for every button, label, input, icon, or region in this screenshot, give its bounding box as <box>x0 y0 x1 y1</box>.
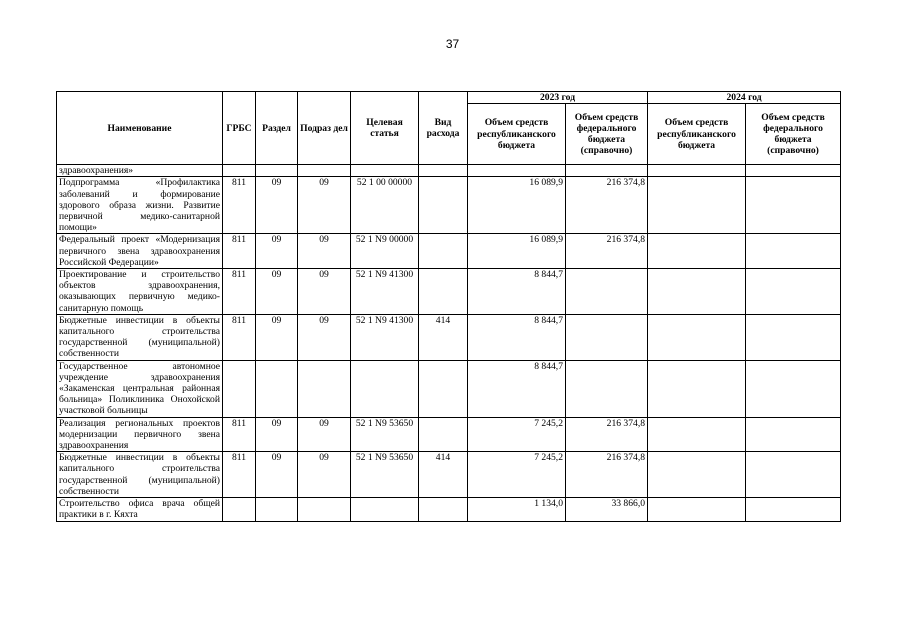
cell-podrazdel <box>298 360 351 417</box>
cell-rep-2023: 8 844,7 <box>468 360 566 417</box>
cell-tselevaya-statya <box>351 498 419 521</box>
cell-fed-2024 <box>746 360 841 417</box>
cell-fed-2023 <box>566 165 648 177</box>
cell-tselevaya-statya: 52 1 N9 00000 <box>351 234 419 269</box>
cell-tselevaya-statya: 52 1 N9 53650 <box>351 417 419 452</box>
cell-podrazdel: 09 <box>298 177 351 234</box>
cell-fed-2023 <box>566 269 648 315</box>
cell-name: Бюджетные инвестиции в объекты капитального строительства государственной (муниципальной) собственности <box>57 452 223 498</box>
cell-razdel: 09 <box>256 177 298 234</box>
cell-vid-raskhoda <box>419 269 468 315</box>
cell-rep-2023: 8 844,7 <box>468 269 566 315</box>
cell-razdel <box>256 498 298 521</box>
table-row <box>57 269 841 315</box>
cell-razdel: 09 <box>256 269 298 315</box>
table-row <box>57 177 841 234</box>
cell-fed-2024 <box>746 269 841 315</box>
header-fed-budget-2023: Объем средств федерального бюджета (справочно) <box>566 104 648 165</box>
cell-fed-2024 <box>746 417 841 452</box>
cell-fed-2024 <box>746 498 841 521</box>
cell-rep-2024 <box>648 452 746 498</box>
cell-vid-raskhoda <box>419 177 468 234</box>
table-row <box>57 452 841 498</box>
cell-razdel <box>256 360 298 417</box>
cell-fed-2023: 216 374,8 <box>566 234 648 269</box>
cell-grbs: 811 <box>223 452 256 498</box>
cell-fed-2024 <box>746 234 841 269</box>
cell-rep-2024 <box>648 165 746 177</box>
cell-grbs: 811 <box>223 177 256 234</box>
cell-vid-raskhoda <box>419 417 468 452</box>
cell-podrazdel <box>298 498 351 521</box>
header-row-years <box>57 92 841 104</box>
cell-razdel: 09 <box>256 452 298 498</box>
cell-podrazdel: 09 <box>298 314 351 360</box>
table-row <box>57 360 841 417</box>
cell-grbs: 811 <box>223 269 256 315</box>
cell-rep-2024 <box>648 314 746 360</box>
cell-razdel <box>256 165 298 177</box>
cell-name: Реализация региональных проектов модернизации первичного звена здравоохранения <box>57 417 223 452</box>
cell-tselevaya-statya: 52 1 N9 53650 <box>351 452 419 498</box>
table-row <box>57 498 841 521</box>
cell-rep-2023: 16 089,9 <box>468 177 566 234</box>
cell-rep-2024 <box>648 234 746 269</box>
cell-fed-2024 <box>746 314 841 360</box>
cell-fed-2024 <box>746 177 841 234</box>
header-year-2024: 2024 год <box>648 92 841 104</box>
header-year-2023: 2023 год <box>468 92 648 104</box>
table-row <box>57 234 841 269</box>
cell-name: Бюджетные инвестиции в объекты капитального строительства государственной (муниципальной) собственности <box>57 314 223 360</box>
cell-vid-raskhoda <box>419 498 468 521</box>
cell-grbs: 811 <box>223 234 256 269</box>
cell-name: Проектирование и строительство объектов здравоохранения, оказывающих первичную медико-санитарную помощь <box>57 269 223 315</box>
table-row <box>57 314 841 360</box>
cell-fed-2023: 33 866,0 <box>566 498 648 521</box>
cell-rep-2023: 16 089,9 <box>468 234 566 269</box>
cell-vid-raskhoda <box>419 234 468 269</box>
header-podrazdel: Подраз дел <box>298 92 351 165</box>
header-rep-budget-2024: Объем средств республиканского бюджета <box>648 104 746 165</box>
cell-razdel: 09 <box>256 314 298 360</box>
cell-rep-2024 <box>648 177 746 234</box>
cell-rep-2024 <box>648 417 746 452</box>
cell-grbs <box>223 498 256 521</box>
cell-rep-2023: 1 134,0 <box>468 498 566 521</box>
header-tselevaya-statya: Целевая статья <box>351 92 419 165</box>
header-rep-budget-2023: Объем средств республиканского бюджета <box>468 104 566 165</box>
cell-rep-2024 <box>648 269 746 315</box>
table-row <box>57 165 841 177</box>
cell-rep-2024 <box>648 360 746 417</box>
cell-podrazdel: 09 <box>298 452 351 498</box>
cell-name: Подпрограмма «Профилактика заболеваний и формирование здорового образа жизни. Развитие первичной медико-санитарной помощи» <box>57 177 223 234</box>
cell-grbs <box>223 165 256 177</box>
cell-vid-raskhoda <box>419 165 468 177</box>
cell-name: Федеральный проект «Модернизация первичного звена здравоохранения Российской Федерации» <box>57 234 223 269</box>
header-name: Наименование <box>57 92 223 165</box>
cell-vid-raskhoda: 414 <box>419 314 468 360</box>
cell-fed-2024 <box>746 165 841 177</box>
cell-tselevaya-statya: 52 1 00 00000 <box>351 177 419 234</box>
cell-rep-2023: 7 245,2 <box>468 452 566 498</box>
cell-rep-2023: 8 844,7 <box>468 314 566 360</box>
cell-grbs <box>223 360 256 417</box>
page-number: 37 <box>445 37 460 51</box>
cell-podrazdel: 09 <box>298 269 351 315</box>
cell-fed-2023: 216 374,8 <box>566 452 648 498</box>
header-vid-raskhoda: Вид расхода <box>419 92 468 165</box>
cell-name: Строительство офиса врача общей практики в г. Кяхта <box>57 498 223 521</box>
cell-tselevaya-statya: 52 1 N9 41300 <box>351 269 419 315</box>
cell-vid-raskhoda: 414 <box>419 452 468 498</box>
cell-rep-2024 <box>648 498 746 521</box>
header-razdel: Раздел <box>256 92 298 165</box>
cell-fed-2023 <box>566 314 648 360</box>
cell-razdel: 09 <box>256 417 298 452</box>
cell-fed-2024 <box>746 452 841 498</box>
cell-name: здравоохранения» <box>57 165 223 177</box>
table-row <box>57 417 841 452</box>
cell-fed-2023: 216 374,8 <box>566 417 648 452</box>
cell-name: Государственное автономное учреждение здравоохранения «Закаменская центральная районная больница» Поликлиника Онохойской участковой больницы <box>57 360 223 417</box>
cell-podrazdel: 09 <box>298 417 351 452</box>
cell-vid-raskhoda <box>419 360 468 417</box>
cell-rep-2023 <box>468 165 566 177</box>
cell-tselevaya-statya <box>351 165 419 177</box>
cell-tselevaya-statya: 52 1 N9 41300 <box>351 314 419 360</box>
cell-fed-2023 <box>566 360 648 417</box>
cell-podrazdel: 09 <box>298 234 351 269</box>
header-grbs: ГРБС <box>223 92 256 165</box>
cell-podrazdel <box>298 165 351 177</box>
cell-fed-2023: 216 374,8 <box>566 177 648 234</box>
cell-razdel: 09 <box>256 234 298 269</box>
budget-table <box>56 91 841 522</box>
cell-tselevaya-statya <box>351 360 419 417</box>
cell-rep-2023: 7 245,2 <box>468 417 566 452</box>
header-fed-budget-2024: Объем средств федерального бюджета (справочно) <box>746 104 841 165</box>
cell-grbs: 811 <box>223 417 256 452</box>
cell-grbs: 811 <box>223 314 256 360</box>
